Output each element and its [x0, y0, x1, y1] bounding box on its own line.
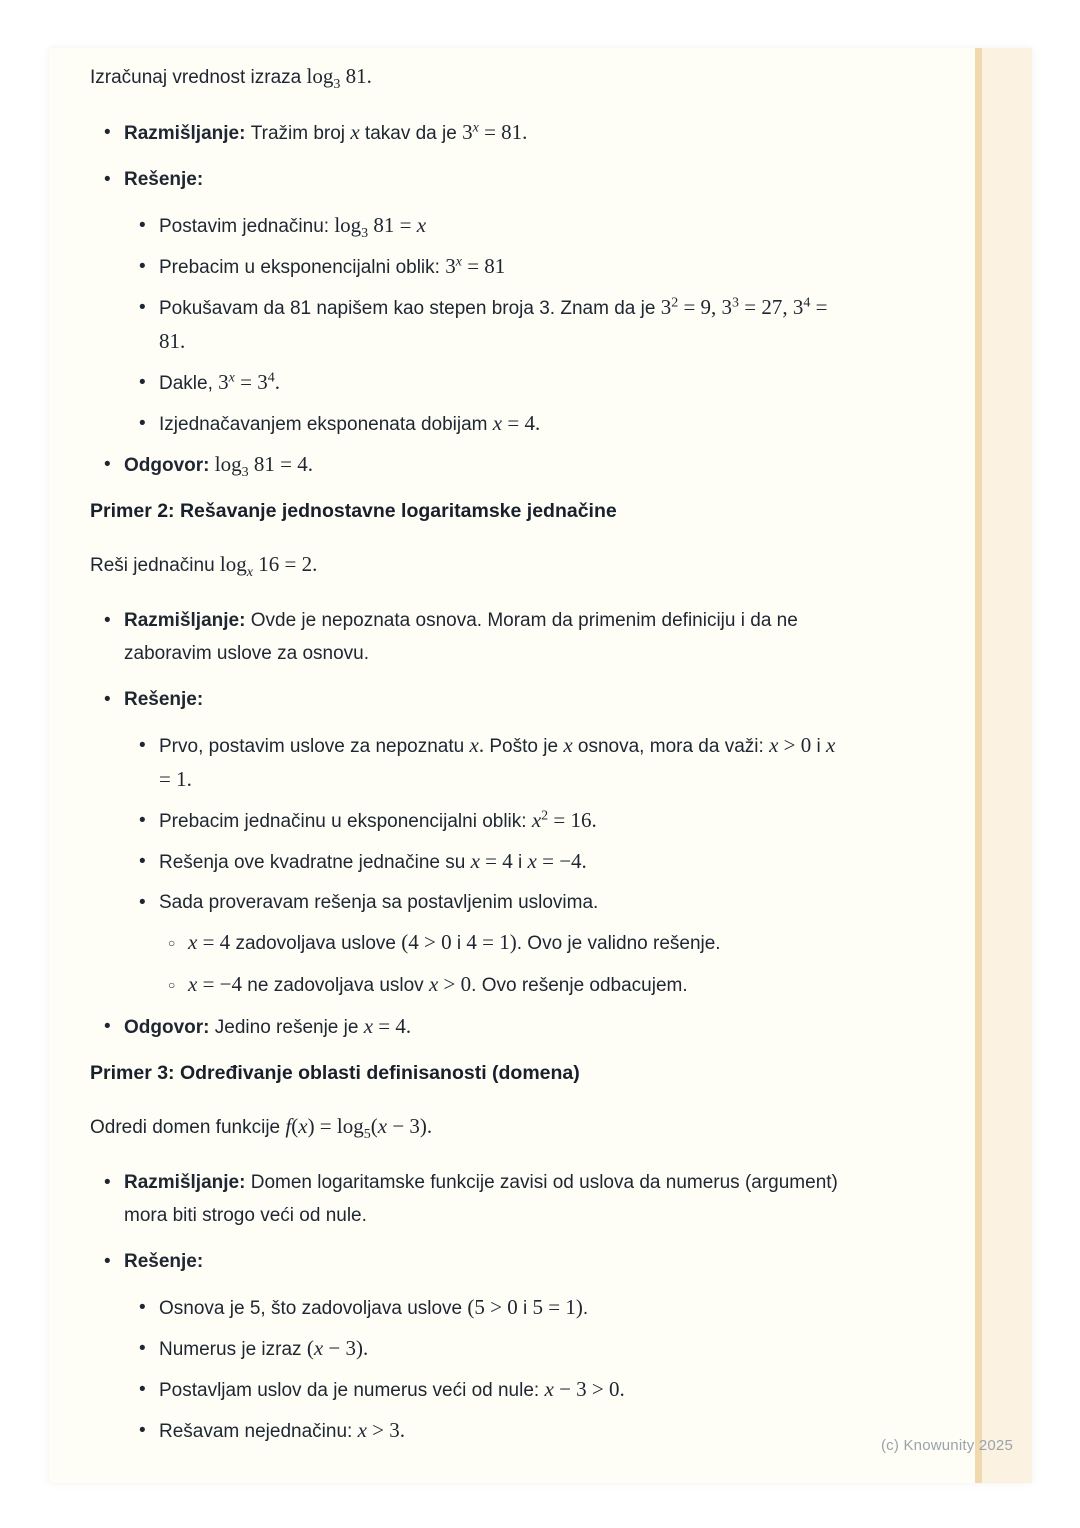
text-segment: x	[416, 213, 427, 237]
list-item	[104, 163, 838, 196]
text-segment: 5 = 1)	[532, 1295, 583, 1319]
bold-label: Rešenje:	[124, 689, 204, 710]
list-item-text	[124, 116, 838, 150]
text-segment: = 81.	[478, 120, 528, 144]
bold-label: Razmišljanje:	[124, 123, 251, 144]
text-segment: x	[377, 1114, 388, 1138]
list-item	[104, 604, 838, 670]
bullet-icon: •	[139, 413, 146, 434]
bullet-icon: •	[104, 689, 111, 710]
text-segment: x	[531, 808, 542, 832]
text-segment: Dakle,	[159, 373, 219, 394]
text-segment: 16 = 2.	[252, 552, 318, 576]
list-item-text	[159, 366, 838, 400]
text-segment: = 4.	[373, 1014, 412, 1038]
text-segment: (5 > 0	[467, 1295, 518, 1319]
list-item-text	[124, 1166, 838, 1232]
list-item	[168, 968, 838, 1002]
list-item-text	[159, 1332, 838, 1366]
text-segment: Sada proveravam rešenja sa postavljenim uslovima.	[159, 892, 599, 913]
text-segment: = 27, 3	[739, 295, 804, 319]
text-segment: . Ovo rešenje odbacujem.	[471, 975, 688, 996]
text-segment: 3	[333, 76, 341, 92]
text-segment: Reši jednačinu	[90, 555, 220, 576]
text-segment: x	[188, 930, 198, 954]
text-segment: log	[219, 552, 247, 576]
text-segment: 3	[361, 225, 369, 241]
text-segment: ne zadovoljava uslov	[242, 975, 429, 996]
text-segment: x	[228, 370, 235, 386]
list-item	[139, 209, 838, 243]
list-item	[139, 1332, 838, 1366]
text-segment: x	[363, 1014, 374, 1038]
text-segment: x	[357, 1418, 367, 1442]
text-segment: Izjednačavanjem eksponenata dobijam	[159, 414, 493, 435]
text-segment: = 81.	[159, 295, 828, 353]
list-item-text	[188, 926, 838, 960]
list-item-text	[124, 1245, 838, 1278]
text-segment: osnova, mora da važi:	[572, 736, 770, 757]
text-segment: Prebacim u eksponencijalni oblik:	[159, 257, 446, 278]
text-segment: 81 = 4.	[248, 452, 313, 476]
text-segment: Rešavam nejednačinu:	[159, 1421, 358, 1442]
text-segment: 2	[541, 808, 549, 824]
list-item	[139, 729, 838, 797]
text-segment: = 4	[479, 849, 513, 873]
text-segment: Osnova je 5, što zadovoljava uslove	[159, 1298, 468, 1319]
list-item	[104, 448, 838, 482]
text-segment: = 1.	[159, 767, 192, 791]
bullet-list	[90, 116, 838, 482]
text-segment: (	[306, 1336, 314, 1360]
bullet-icon: •	[139, 256, 146, 277]
text-segment: zadovoljava uslove	[230, 933, 402, 954]
list-item	[139, 1291, 838, 1325]
text-segment: x	[769, 733, 779, 757]
text-segment: = 4	[197, 930, 231, 954]
bold-label: Odgovor:	[124, 1017, 215, 1038]
bullet-icon: •	[139, 735, 146, 756]
text-segment: 4	[803, 295, 811, 311]
text-segment: x	[472, 120, 479, 136]
text-segment: x	[544, 1377, 554, 1401]
text-segment: .	[582, 1298, 589, 1319]
text-segment: i	[451, 933, 467, 954]
bullet-icon: •	[139, 892, 146, 913]
bullet-icon: •	[139, 372, 146, 393]
text-segment: x	[350, 120, 360, 144]
section-heading: Primer 3: Određivanje oblasti definisanosti (domena)	[90, 1062, 580, 1084]
text-segment: = 4.	[502, 411, 541, 435]
text-segment: x	[563, 733, 573, 757]
document-page	[49, 48, 1032, 1483]
list-item	[139, 291, 838, 359]
bold-label: Odgovor:	[124, 455, 215, 476]
text-segment: Rešenja ove kvadratne jednačine su	[159, 852, 471, 873]
text-segment: x	[492, 411, 503, 435]
text-segment: log	[306, 64, 334, 88]
bold-label: Rešenje:	[124, 169, 204, 190]
text-segment: Odredi domen funkcije	[90, 1117, 286, 1138]
list-item	[139, 1414, 838, 1448]
paragraph	[90, 1110, 838, 1144]
bullet-icon: •	[104, 454, 111, 475]
text-segment: x	[826, 733, 836, 757]
list-item	[139, 366, 838, 400]
right-accent-stripe	[975, 48, 982, 1483]
text-segment: x	[527, 849, 537, 873]
text-segment: x	[470, 849, 480, 873]
list-item-text	[159, 804, 838, 838]
text-segment: (4 > 0	[401, 930, 452, 954]
text-segment: 3	[241, 464, 249, 480]
text-segment: x	[188, 972, 198, 996]
list-item	[139, 845, 838, 879]
list-item-text	[159, 1414, 838, 1448]
list-item-text	[159, 250, 838, 284]
text-segment: Prebacim jednačinu u eksponencijalni oblik:	[159, 811, 532, 832]
list-item	[168, 926, 838, 960]
text-segment: − 3 > 0.	[553, 1377, 625, 1401]
bullet-icon: •	[139, 1338, 146, 1359]
text-segment: Postavim jednačinu:	[159, 216, 335, 237]
text-segment: = 16.	[548, 808, 597, 832]
text-segment: = −4.	[536, 849, 587, 873]
text-segment: f	[285, 1114, 292, 1138]
nested-list	[90, 729, 838, 1002]
right-accent-band	[982, 48, 1032, 1483]
text-segment: Ovde je nepoznata osnova. Moram da primenim definiciju i da ne zaboravim uslove za osnovu.	[124, 610, 798, 664]
bullet-list	[90, 604, 838, 1044]
text-segment: (	[370, 1114, 378, 1138]
paragraph	[90, 60, 838, 94]
bold-label: Rešenje:	[124, 1251, 204, 1272]
text-segment: Domen logaritamske funkcije zavisi od uslova da numerus (argument) mora biti strogo veći od nule.	[124, 1172, 838, 1226]
text-segment: = −4	[197, 972, 243, 996]
list-item-text	[159, 209, 838, 243]
bullet-icon: •	[139, 810, 146, 831]
list-item-text	[159, 1291, 838, 1325]
text-segment: Postavljam uslov da je numerus veći od nule:	[159, 1380, 545, 1401]
nested-list	[90, 209, 838, 441]
list-item	[104, 683, 838, 716]
document-content	[90, 60, 838, 1455]
text-segment: 3	[732, 295, 740, 311]
text-segment: .	[478, 733, 485, 757]
text-segment: i	[517, 1298, 533, 1319]
text-segment: log	[214, 452, 242, 476]
bullet-icon: •	[139, 297, 146, 318]
text-segment: i	[811, 736, 827, 757]
circle-bullet-icon: ○	[168, 936, 176, 950]
list-item	[139, 886, 838, 919]
text-segment: Jedino rešenje je	[214, 1017, 364, 1038]
text-segment: Izračunaj vrednost izraza	[90, 67, 307, 88]
text-segment: Pošto je	[484, 736, 564, 757]
bullet-icon: •	[104, 169, 111, 190]
paragraph	[90, 548, 838, 582]
text-segment: − 3).	[387, 1114, 433, 1138]
nested-list	[90, 1291, 838, 1448]
list-item	[139, 250, 838, 284]
text-segment: = 3	[234, 370, 268, 394]
text-segment: x	[455, 254, 462, 270]
list-item-text	[159, 407, 838, 441]
text-segment: 3	[462, 120, 473, 144]
text-segment: 4 = 1)	[466, 930, 517, 954]
bullet-icon: •	[104, 1016, 111, 1037]
list-item-text	[124, 448, 838, 482]
bullet-icon: •	[104, 610, 111, 631]
list-item	[104, 1010, 838, 1044]
bullet-icon: •	[139, 1297, 146, 1318]
text-segment: log	[334, 213, 362, 237]
list-item-text	[124, 683, 838, 716]
list-item-text	[188, 968, 838, 1002]
bullet-icon: •	[104, 1172, 111, 1193]
bullet-icon: •	[104, 1251, 111, 1272]
bullet-icon: •	[139, 1420, 146, 1441]
list-item	[139, 804, 838, 838]
text-segment: takav da je	[359, 123, 463, 144]
text-segment: i	[512, 852, 528, 873]
text-segment: 81.	[340, 64, 372, 88]
bullet-icon: •	[104, 122, 111, 143]
bullet-icon: •	[139, 851, 146, 872]
list-item-text	[124, 163, 838, 196]
text-segment: 3	[445, 254, 456, 278]
copyright-watermark: (c) Knowunity 2025	[880, 1437, 1013, 1454]
text-segment: > 3.	[366, 1418, 405, 1442]
text-segment: . Ovo je validno rešenje.	[516, 933, 721, 954]
text-segment: .	[274, 370, 280, 394]
text-segment: x	[313, 1336, 324, 1360]
text-segment: = 81	[461, 254, 506, 278]
list-item-text	[159, 845, 838, 879]
list-item	[139, 407, 838, 441]
text-segment: 5	[363, 1126, 371, 1142]
list-item-text	[124, 604, 838, 670]
text-segment: − 3).	[323, 1336, 369, 1360]
list-item-text	[159, 1373, 838, 1407]
text-segment: > 0	[438, 972, 472, 996]
text-segment: Numerus je izraz	[159, 1339, 307, 1360]
text-segment: Prvo, postavim uslove za nepoznatu	[159, 736, 470, 757]
text-segment: x	[298, 1114, 308, 1138]
list-item	[104, 1166, 838, 1232]
list-item-text	[159, 291, 838, 359]
bullet-icon: •	[139, 215, 146, 236]
list-item	[104, 1245, 838, 1278]
list-item-text	[159, 729, 838, 797]
text-segment: x	[428, 972, 439, 996]
text-segment: x	[469, 733, 479, 757]
bold-label: Razmišljanje:	[124, 610, 251, 631]
text-segment: Pokušavam da 81 napišem kao stepen broja 3. Znam da je	[159, 298, 661, 319]
text-segment: (	[291, 1114, 299, 1138]
text-segment: 4	[267, 370, 275, 386]
bold-label: Razmišljanje:	[124, 1172, 251, 1193]
text-segment: Tražim broj	[250, 123, 351, 144]
nested-list	[90, 926, 838, 1002]
text-segment: x	[246, 564, 253, 580]
section-heading: Primer 2: Rešavanje jednostavne logaritamske jednačine	[90, 500, 617, 522]
text-segment: = 9, 3	[678, 295, 733, 319]
bullet-list	[90, 1166, 838, 1448]
text-segment: 2	[671, 295, 679, 311]
text-segment: > 0	[778, 733, 812, 757]
bullet-icon: •	[139, 1379, 146, 1400]
text-segment: 3	[660, 295, 672, 319]
circle-bullet-icon: ○	[168, 978, 176, 992]
text-segment: ) = log	[307, 1114, 364, 1138]
list-item-text	[159, 886, 838, 919]
list-item-text	[124, 1010, 838, 1044]
text-segment: 81 =	[368, 213, 417, 237]
text-segment: 3	[218, 370, 229, 394]
list-item	[104, 116, 838, 150]
list-item	[139, 1373, 838, 1407]
